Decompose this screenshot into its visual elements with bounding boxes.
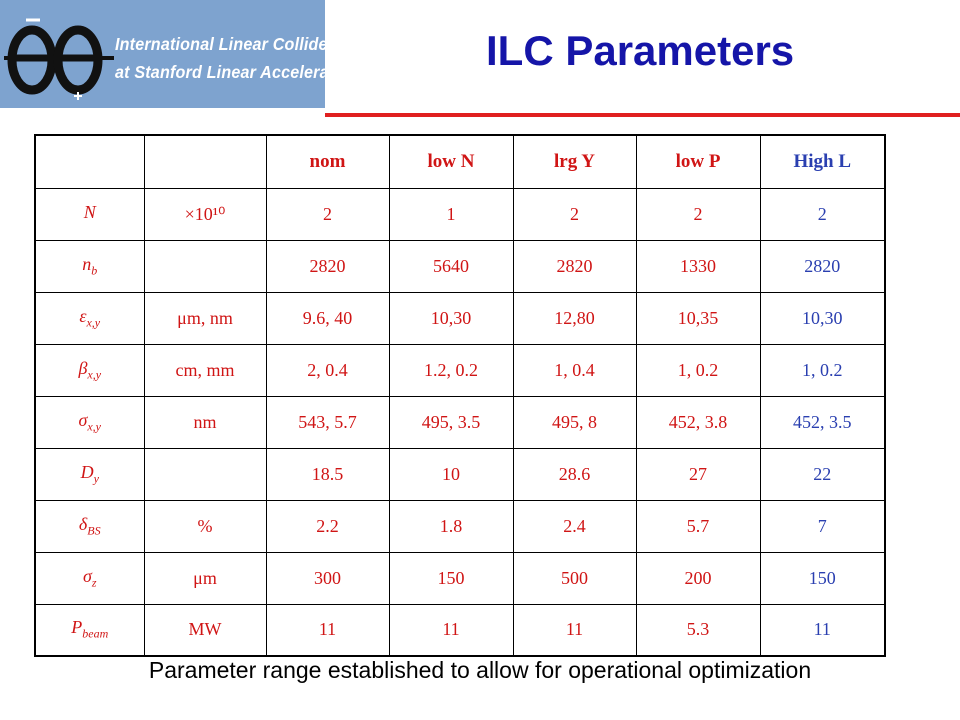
table-cell: 11 bbox=[513, 604, 636, 656]
table-cell: 2 bbox=[266, 188, 389, 240]
row-symbol-main: N bbox=[83, 201, 96, 222]
table-row bbox=[35, 552, 885, 604]
row-symbol-main: β bbox=[78, 357, 88, 378]
row-symbol-subscript: x,y bbox=[87, 367, 102, 382]
table-cell: 1, 0.2 bbox=[760, 344, 885, 396]
table-cell: 28.6 bbox=[513, 448, 636, 500]
row-unit: MW bbox=[144, 604, 266, 656]
row-symbol bbox=[35, 448, 144, 500]
table-cell: 5.3 bbox=[636, 604, 760, 656]
ilc-logo bbox=[0, 0, 408, 108]
table-cell: 1330 bbox=[636, 240, 760, 292]
table-row bbox=[35, 240, 885, 292]
row-unit bbox=[144, 240, 266, 292]
table-row bbox=[35, 448, 885, 500]
table-cell: 22 bbox=[760, 448, 885, 500]
table-cell: 1.8 bbox=[389, 500, 513, 552]
table-cell: 9.6, 40 bbox=[266, 292, 389, 344]
row-symbol-subscript: b bbox=[91, 263, 98, 278]
row-symbol bbox=[35, 396, 144, 448]
table-cell: 27 bbox=[636, 448, 760, 500]
table-cell: 300 bbox=[266, 552, 389, 604]
table-cell: 452, 3.8 bbox=[636, 396, 760, 448]
row-unit: μm, nm bbox=[144, 292, 266, 344]
row-unit: μm bbox=[144, 552, 266, 604]
table-row bbox=[35, 396, 885, 448]
table-cell: 11 bbox=[389, 604, 513, 656]
table-cell: 1.2, 0.2 bbox=[389, 344, 513, 396]
table-cell: 7 bbox=[760, 500, 885, 552]
table-cell: 5640 bbox=[389, 240, 513, 292]
table-row bbox=[35, 188, 885, 240]
row-symbol-subscript: BS bbox=[87, 523, 101, 538]
table-cell: 10,35 bbox=[636, 292, 760, 344]
row-unit bbox=[144, 448, 266, 500]
column-header-low-p: low P bbox=[636, 135, 760, 188]
row-symbol-main: σ bbox=[82, 565, 92, 586]
page-title: ILC Parameters bbox=[486, 27, 795, 74]
table-cell: 495, 8 bbox=[513, 396, 636, 448]
table-cell: 150 bbox=[389, 552, 513, 604]
row-symbol-main: δ bbox=[78, 513, 88, 534]
table-row bbox=[35, 344, 885, 396]
table-cell: 11 bbox=[266, 604, 389, 656]
logo-line-1: International Linear Collider bbox=[115, 34, 335, 54]
footer-note: Parameter range established to allow for operational optimization bbox=[148, 657, 812, 683]
header-unit-cell bbox=[144, 135, 266, 188]
table-cell: 11 bbox=[760, 604, 885, 656]
table-cell: 10,30 bbox=[760, 292, 885, 344]
table-cell: 10 bbox=[389, 448, 513, 500]
electron-positron-icon bbox=[4, 8, 114, 100]
row-symbol-subscript: z bbox=[91, 575, 97, 590]
table-cell: 2 bbox=[760, 188, 885, 240]
table-cell: 10,30 bbox=[389, 292, 513, 344]
row-symbol-main: σ bbox=[78, 409, 88, 430]
column-header-low-n: low N bbox=[389, 135, 513, 188]
table-cell: 1, 0.2 bbox=[636, 344, 760, 396]
table-cell: 2820 bbox=[760, 240, 885, 292]
row-symbol-subscript: x,y bbox=[87, 419, 102, 434]
row-symbol bbox=[35, 292, 144, 344]
table-cell: 2, 0.4 bbox=[266, 344, 389, 396]
title-divider bbox=[325, 113, 960, 117]
table-cell: 2820 bbox=[513, 240, 636, 292]
column-header-high-l: High L bbox=[760, 135, 885, 188]
table-cell: 5.7 bbox=[636, 500, 760, 552]
table-cell: 200 bbox=[636, 552, 760, 604]
table-cell: 12,80 bbox=[513, 292, 636, 344]
row-symbol bbox=[35, 552, 144, 604]
table-cell: 18.5 bbox=[266, 448, 389, 500]
row-symbol bbox=[35, 344, 144, 396]
table-cell: 1, 0.4 bbox=[513, 344, 636, 396]
row-symbol-subscript: x,y bbox=[86, 315, 101, 330]
row-symbol-main: D bbox=[80, 461, 94, 482]
row-symbol-subscript: y bbox=[93, 471, 99, 486]
row-unit: ×10¹⁰ bbox=[144, 188, 266, 240]
table-cell: 1 bbox=[389, 188, 513, 240]
table-cell: 2820 bbox=[266, 240, 389, 292]
table-cell: 150 bbox=[760, 552, 885, 604]
table-cell: 2.2 bbox=[266, 500, 389, 552]
table-cell: 543, 5.7 bbox=[266, 396, 389, 448]
row-symbol-main: n bbox=[82, 253, 92, 274]
table-header-row bbox=[35, 135, 885, 188]
header-symbol-cell bbox=[35, 135, 144, 188]
row-symbol-subscript: beam bbox=[82, 627, 109, 642]
row-unit: % bbox=[144, 500, 266, 552]
row-symbol-main: P bbox=[71, 617, 83, 638]
table-row bbox=[35, 292, 885, 344]
logo-line-2: at Stanford Linear Accelerator Center bbox=[115, 62, 408, 82]
table-cell: 500 bbox=[513, 552, 636, 604]
row-unit: nm bbox=[144, 396, 266, 448]
table-cell: 2.4 bbox=[513, 500, 636, 552]
row-symbol bbox=[35, 500, 144, 552]
row-symbol-main: ε bbox=[79, 305, 87, 326]
column-header-lrg-y: lrg Y bbox=[513, 135, 636, 188]
row-symbol bbox=[35, 604, 144, 656]
row-unit: cm, mm bbox=[144, 344, 266, 396]
table-cell: 2 bbox=[636, 188, 760, 240]
row-symbol bbox=[35, 188, 144, 240]
column-header-nom: nom bbox=[266, 135, 389, 188]
row-symbol bbox=[35, 240, 144, 292]
parameters-table bbox=[34, 134, 886, 657]
table-cell: 2 bbox=[513, 188, 636, 240]
table-row bbox=[35, 604, 885, 656]
table-cell: 495, 3.5 bbox=[389, 396, 513, 448]
table-row bbox=[35, 500, 885, 552]
table-cell: 452, 3.5 bbox=[760, 396, 885, 448]
